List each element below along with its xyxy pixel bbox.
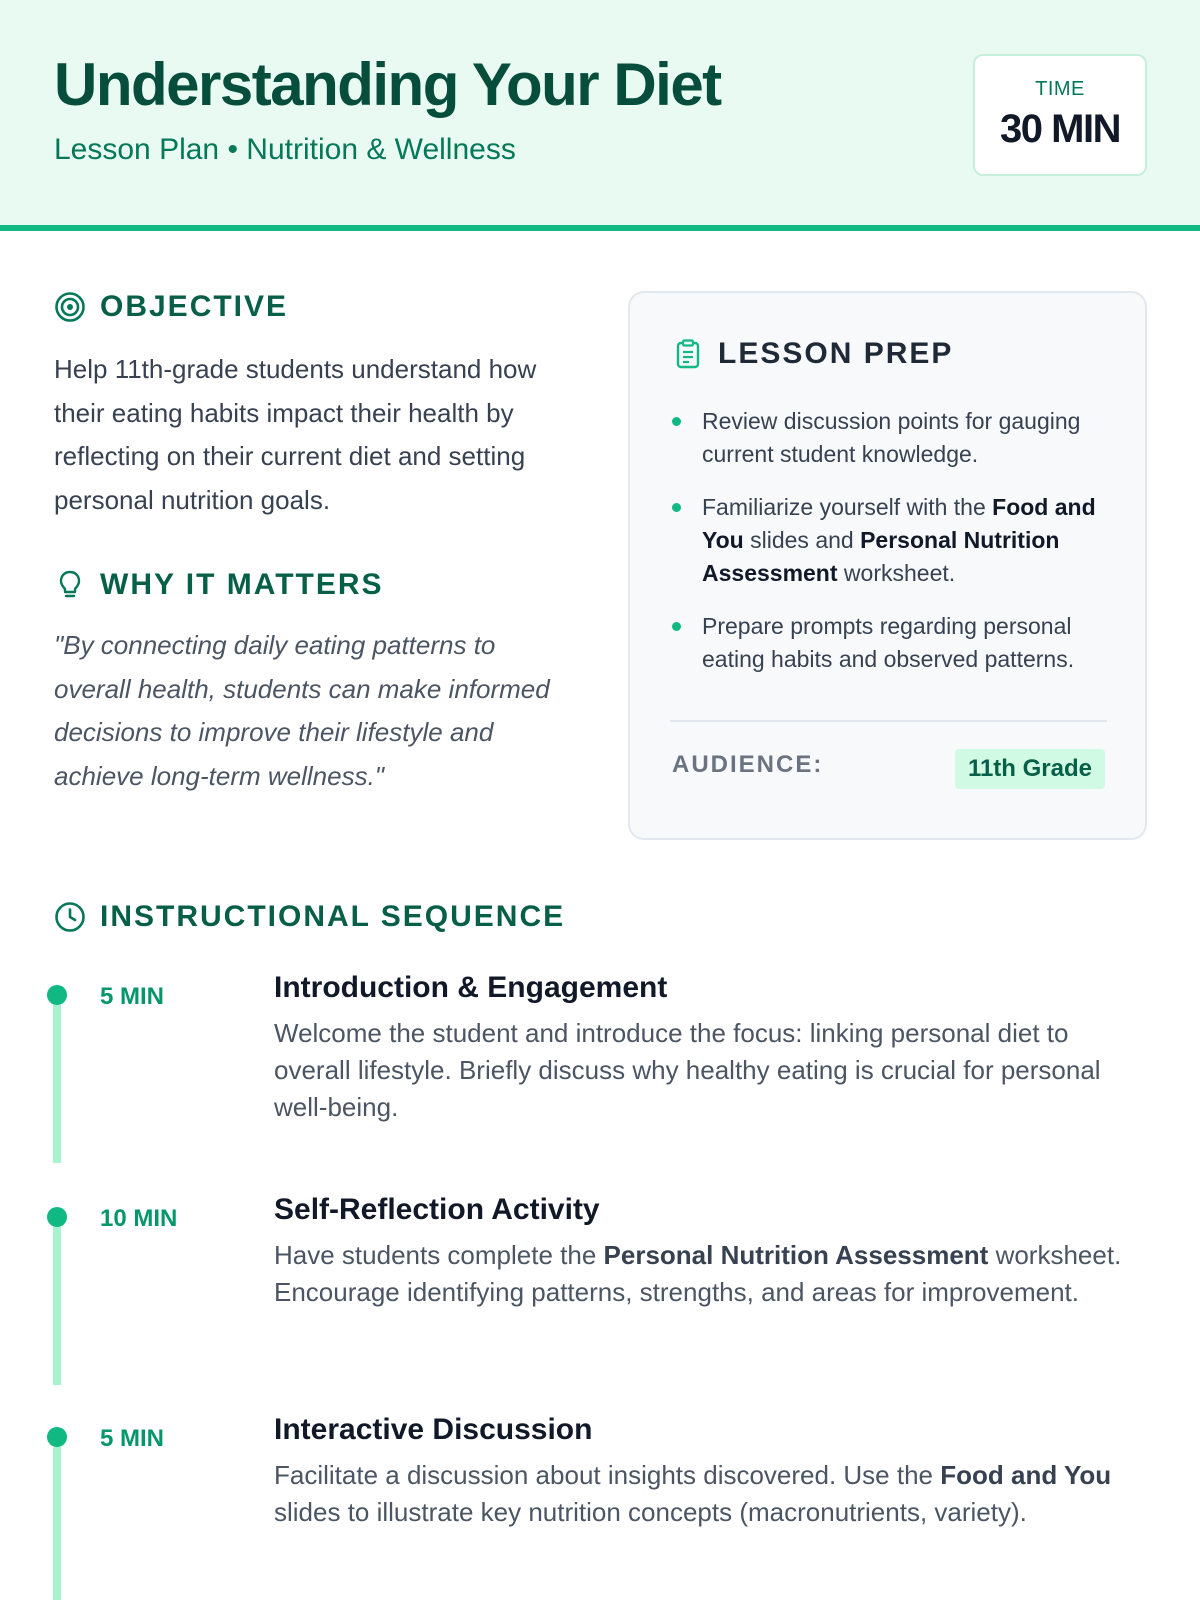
prep-heading <box>672 337 953 371</box>
step-title: Self-Reflection Activity <box>274 1193 600 1226</box>
emphasis-text: Personal Nutrition Assessment <box>702 527 1060 586</box>
clock-icon <box>54 901 86 933</box>
time-value: 30 MIN <box>1000 107 1120 151</box>
timeline-dot-icon <box>47 1207 67 1227</box>
timeline-connector <box>53 1227 61 1385</box>
prep-divider <box>670 720 1107 722</box>
objective-heading-text: OBJECTIVE <box>100 290 289 323</box>
objective-text: Help 11th-grade students understand how their eating habits impact their health by reflecting on their current diet and setting personal nutrition goals. <box>54 354 537 515</box>
text-fragment: Review discussion points for gauging current student knowledge. <box>702 408 1081 467</box>
why-heading <box>54 568 384 602</box>
objective-heading <box>54 290 288 324</box>
text-fragment: Welcome the student and introduce the focus: linking personal diet to overall lifestyle. Briefly discuss why healthy eating is crucial for personal well-being. <box>274 1018 1101 1122</box>
text-fragment: slides and <box>743 527 861 553</box>
time-label: TIME <box>1035 78 1085 100</box>
step-duration: 5 MIN <box>100 983 165 1010</box>
sequence-heading <box>54 900 565 934</box>
step-duration: 10 MIN <box>100 1205 178 1232</box>
step-title: Introduction & Engagement <box>274 971 668 1004</box>
prep-heading-text: LESSON PREP <box>718 337 954 370</box>
timeline-connector <box>53 1447 61 1600</box>
audience-label: AUDIENCE: <box>672 751 824 778</box>
step-description <box>274 1457 1134 1531</box>
lightbulb-icon <box>54 569 86 601</box>
target-icon <box>54 291 86 323</box>
prep-item <box>672 491 1112 590</box>
emphasis-text: Food and You <box>702 494 1096 553</box>
time-card <box>973 54 1147 176</box>
text-fragment: worksheet. <box>837 560 956 586</box>
step-description <box>274 1237 1134 1311</box>
prep-item <box>672 405 1112 471</box>
text-fragment: Familiarize yourself with the <box>702 494 993 520</box>
step-title: Interactive Discussion <box>274 1413 593 1446</box>
header-banner <box>0 0 1200 231</box>
step-duration: 5 MIN <box>100 1425 165 1452</box>
lesson-prep-card <box>628 291 1147 840</box>
why-heading-text: WHY IT MATTERS <box>100 568 384 601</box>
audience-badge: 11th Grade <box>955 749 1105 789</box>
emphasis-text: Food and You <box>940 1460 1112 1490</box>
text-fragment: worksheet. Encourage identifying patterns, strengths, and areas for improvement. <box>274 1240 1122 1307</box>
page-title: Understanding Your Diet <box>54 51 721 118</box>
bullet-dot-icon <box>672 417 681 426</box>
text-fragment: slides to illustrate key nutrition concepts (macronutrients, variety). <box>274 1497 1027 1527</box>
sequence-heading-text: INSTRUCTIONAL SEQUENCE <box>100 900 566 933</box>
bullet-dot-icon <box>672 622 681 631</box>
text-fragment: Facilitate a discussion about insights discovered. Use the <box>274 1460 941 1490</box>
clipboard-icon <box>672 338 704 370</box>
prep-list <box>672 405 1112 696</box>
timeline-dot-icon <box>47 985 67 1005</box>
step-description <box>274 1015 1134 1126</box>
bullet-dot-icon <box>672 503 681 512</box>
page-subtitle: Lesson Plan • Nutrition & Wellness <box>54 133 516 166</box>
timeline-connector <box>53 1005 61 1163</box>
prep-item <box>672 610 1112 676</box>
why-quote: "By connecting daily eating patterns to overall health, students can make informed decisions to improve their lifestyle and achieve long-term wellness." <box>54 630 550 791</box>
emphasis-text: Personal Nutrition Assessment <box>603 1240 989 1270</box>
text-fragment: Prepare prompts regarding personal eating habits and observed patterns. <box>702 613 1075 672</box>
text-fragment: Have students complete the <box>274 1240 604 1270</box>
timeline-dot-icon <box>47 1427 67 1447</box>
